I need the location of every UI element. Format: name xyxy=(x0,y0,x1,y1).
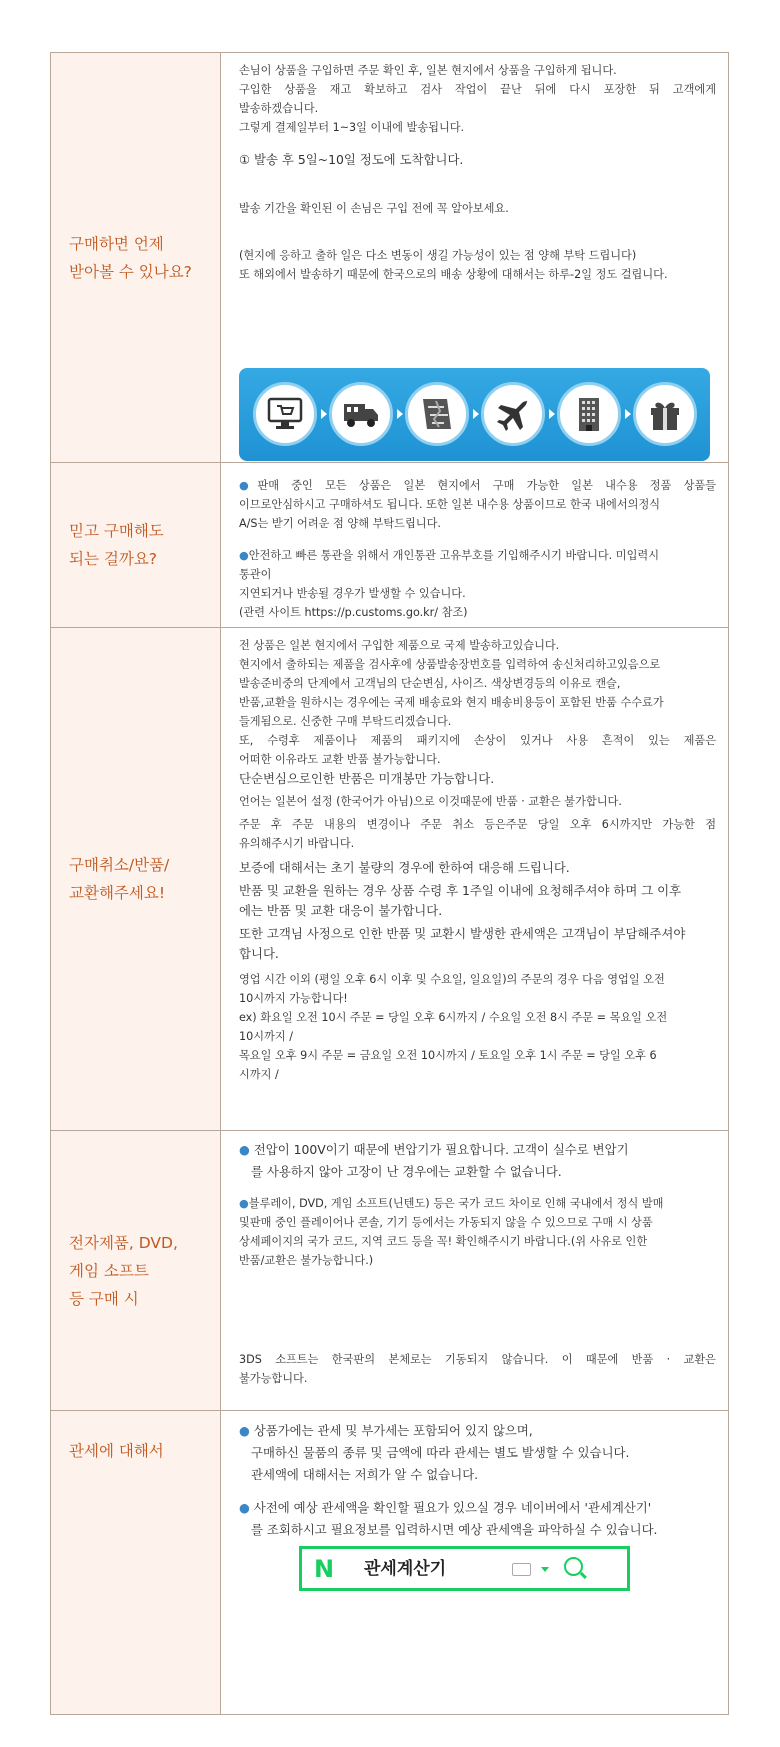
monitor-cart-icon xyxy=(253,382,317,446)
chevron-down-icon[interactable] xyxy=(541,1567,549,1572)
text-line: 시까지 / xyxy=(239,1068,279,1081)
text-line: 또 해외에서 발송하기 때문에 한국으로의 배송 상황에 대해서는 하루-2일 정도 걸립니다. xyxy=(239,268,668,281)
text-line: 지연되거나 반송될 경우가 발생할 수 있습니다. xyxy=(239,587,466,600)
text-line: ● 사전에 예상 관세액을 확인할 필요가 있으실 경우 네이버에서 '관세계산기' xyxy=(239,1500,652,1515)
text-line: 또한 고객님 사정으로 인한 반품 및 교환시 발생한 관세액은 고객님이 부담해주셔야 xyxy=(239,926,686,941)
naver-logo: N xyxy=(314,1555,335,1583)
row-content xyxy=(221,463,728,627)
text-line: 손님이 상품을 구입하면 주문 확인 후, 일본 현지에서 상품을 구입하게 됩니다. xyxy=(239,64,617,77)
search-icon-handle xyxy=(580,1572,587,1579)
row-content xyxy=(221,1131,728,1410)
airplane-icon xyxy=(481,382,545,446)
text-line: 반품,교환을 원하시는 경우에는 국제 배송료와 현지 배송비용등이 포함된 반품 수수료가 xyxy=(239,696,664,709)
gift-icon xyxy=(633,382,697,446)
text-line: 및판매 중인 플레이어나 콘솔, 기기 등에서는 가동되지 않을 수 있으므로 구매 시 상품 xyxy=(239,1216,653,1229)
row-content xyxy=(221,628,728,1130)
text-line: 목요일 오후 9시 주문 = 금요일 오전 10시까지 / 토요일 오후 1시 주문 = 당일 오후 6 xyxy=(239,1049,657,1062)
text-line: ●블루레이, DVD, 게임 소프트(닌텐도) 등은 국가 코드 차이로 인해 국내에서 정식 발매 xyxy=(239,1197,664,1210)
text-line: 이므로안심하시고 구매하셔도 됩니다. 또한 일본 내수용 상품이므로 한국 내에서의정식 xyxy=(239,498,661,511)
text-line: 구입한 상품을 재고 확보하고 검사 작업이 끝난 뒤에 다시 포장한 뒤 고객에게 xyxy=(239,83,716,96)
text-line: ●안전하고 빠른 통관을 위해서 개인통관 고유부호를 기입해주시기 바랍니다. 미입력시 xyxy=(239,549,660,562)
text-line: 어떠한 이유라도 교환 반품 불가능합니다. xyxy=(239,753,441,766)
text-line: 10시까지 / xyxy=(239,1030,293,1043)
text-line: 단순변심으로인한 반품은 미개봉만 가능합니다. xyxy=(239,771,495,786)
text-line: 통관이 xyxy=(239,568,272,581)
row-content xyxy=(221,53,728,462)
text-line: ●판매 중인 모든 상품은 일본 현지에서 구매 가능한 일본 내수용 정품 상품들 xyxy=(239,479,716,492)
faq-row-delivery xyxy=(51,53,728,463)
map-icon xyxy=(405,382,469,446)
row-label: 구매하면 언제 받아볼 수 있나요? xyxy=(51,53,221,462)
faq-row-cancel-return xyxy=(51,628,728,1131)
text-line: 반품/교환은 불가능합니다.) xyxy=(239,1254,374,1267)
text-line: 를 조회하시고 필요정보를 입력하시면 예상 관세액을 파악하실 수 있습니다. xyxy=(251,1522,658,1537)
text-line: 발송준비중의 단계에서 고객님의 단순변심, 사이즈. 색상변경등의 이유로 캔슬, xyxy=(239,677,621,690)
text-line: 또, 수령후 제품이나 제품의 패키지에 손상이 있거나 사용 흔적이 있는 제품은 xyxy=(239,734,716,747)
building-icon xyxy=(557,382,621,446)
faq-row-trust xyxy=(51,463,728,628)
text-line: 보증에 대해서는 초기 불량의 경우에 한하여 대응해 드립니다. xyxy=(239,860,570,875)
text-line: 불가능합니다. xyxy=(239,1372,308,1385)
text-line: 에는 반품 및 교환 대응이 불가합니다. xyxy=(239,903,443,918)
text-line: (현지에 응하고 출하 일은 다소 변동이 생길 가능성이 있는 점 양해 부탁 드립니다) xyxy=(239,249,637,262)
text-line: ① 발송 후 5일~10일 정도에 도착합니다. xyxy=(239,152,464,167)
text-line: 유의해주시기 바랍니다. xyxy=(239,837,355,850)
text-line: ● 전압이 100V이기 때문에 변압기가 필요합니다. 고객이 실수로 변압기 xyxy=(239,1142,629,1157)
row-label: 믿고 구매해도 되는 걸까요? xyxy=(51,463,221,627)
text-line: 그렇게 결제일부터 1~3일 이내에 발송됩니다. xyxy=(239,121,465,134)
row-label: 관세에 대해서 xyxy=(51,1411,221,1714)
text-line: 영업 시간 이외 (평일 오후 6시 이후 및 수요일, 일요일)의 주문의 경우 다음 영업일 오전 xyxy=(239,973,665,986)
text-line: 를 사용하지 않아 고장이 난 경우에는 교환할 수 없습니다. xyxy=(251,1164,562,1179)
keyboard-icon[interactable] xyxy=(512,1563,531,1576)
text-line: ● 상품가에는 관세 및 부가세는 포함되어 있지 않으며, xyxy=(239,1423,533,1438)
text-line: ex) 화요일 오전 10시 주문 = 당일 오후 6시까지 / 수요일 오전 8시 주문 = 목요일 오전 xyxy=(239,1011,668,1024)
search-query[interactable]: 관세계산기 xyxy=(364,1559,447,1579)
text-line: 반품 및 교환을 원하는 경우 상품 수령 후 1주일 이내에 요청해주셔야 하며 그 이후 xyxy=(239,883,682,898)
text-line: 관세액에 대해서는 저희가 알 수 없습니다. xyxy=(251,1467,479,1482)
text-line: 3DS 소프트는 한국판의 본체로는 기동되지 않습니다. 이 때문에 반품 · 교환은 xyxy=(239,1353,716,1366)
text-line: 주문 후 주문 내용의 변경이나 주문 취소 등은주문 당일 오후 6시까지만 가능한 점 xyxy=(239,818,716,831)
row-label: 구매취소/반품/ 교환해주세요! xyxy=(51,628,221,1130)
shipping-process-banner xyxy=(239,368,710,461)
text-line: 전 상품은 일본 현지에서 구입한 제품으로 국제 발송하고있습니다. xyxy=(239,639,560,652)
naver-search-box[interactable] xyxy=(299,1546,630,1591)
text-line: 구매하신 물품의 종류 및 금액에 따라 관세는 별도 발생할 수 있습니다. xyxy=(251,1445,630,1460)
truck-icon xyxy=(329,382,393,446)
text-line: 발송하겠습니다. xyxy=(239,102,319,115)
text-line: 상세페이지의 국가 코드, 지역 코드 등을 꼭! 확인해주시기 바랍니다.(위 사유로 인한 xyxy=(239,1235,648,1248)
text-line: 현지에서 출하되는 제품을 검사후에 상품발송장번호를 입력하여 송신처리하고있음으로 xyxy=(239,658,661,671)
text-line: 언어는 일본어 설정 (한국어가 아님)으로 이것때문에 반품 · 교환은 불가합니다. xyxy=(239,795,622,808)
faq-table xyxy=(50,52,729,1715)
text-line: 10시까지 가능합니다! xyxy=(239,992,348,1005)
text-line: 발송 기간을 확인된 이 손님은 구입 전에 꼭 알아보세요. xyxy=(239,202,509,215)
text-line: (관련 사이트 https://p.customs.go.kr/ 참조) xyxy=(239,606,468,619)
row-label: 전자제품, DVD, 게임 소프트 등 구매 시 xyxy=(51,1131,221,1410)
faq-row-electronics xyxy=(51,1131,728,1411)
text-line: A/S는 받기 어려운 점 양해 부탁드립니다. xyxy=(239,517,441,530)
text-line: 들게됨으로. 신중한 구매 부탁드리겠습니다. xyxy=(239,715,452,728)
text-line: 합니다. xyxy=(239,946,279,961)
